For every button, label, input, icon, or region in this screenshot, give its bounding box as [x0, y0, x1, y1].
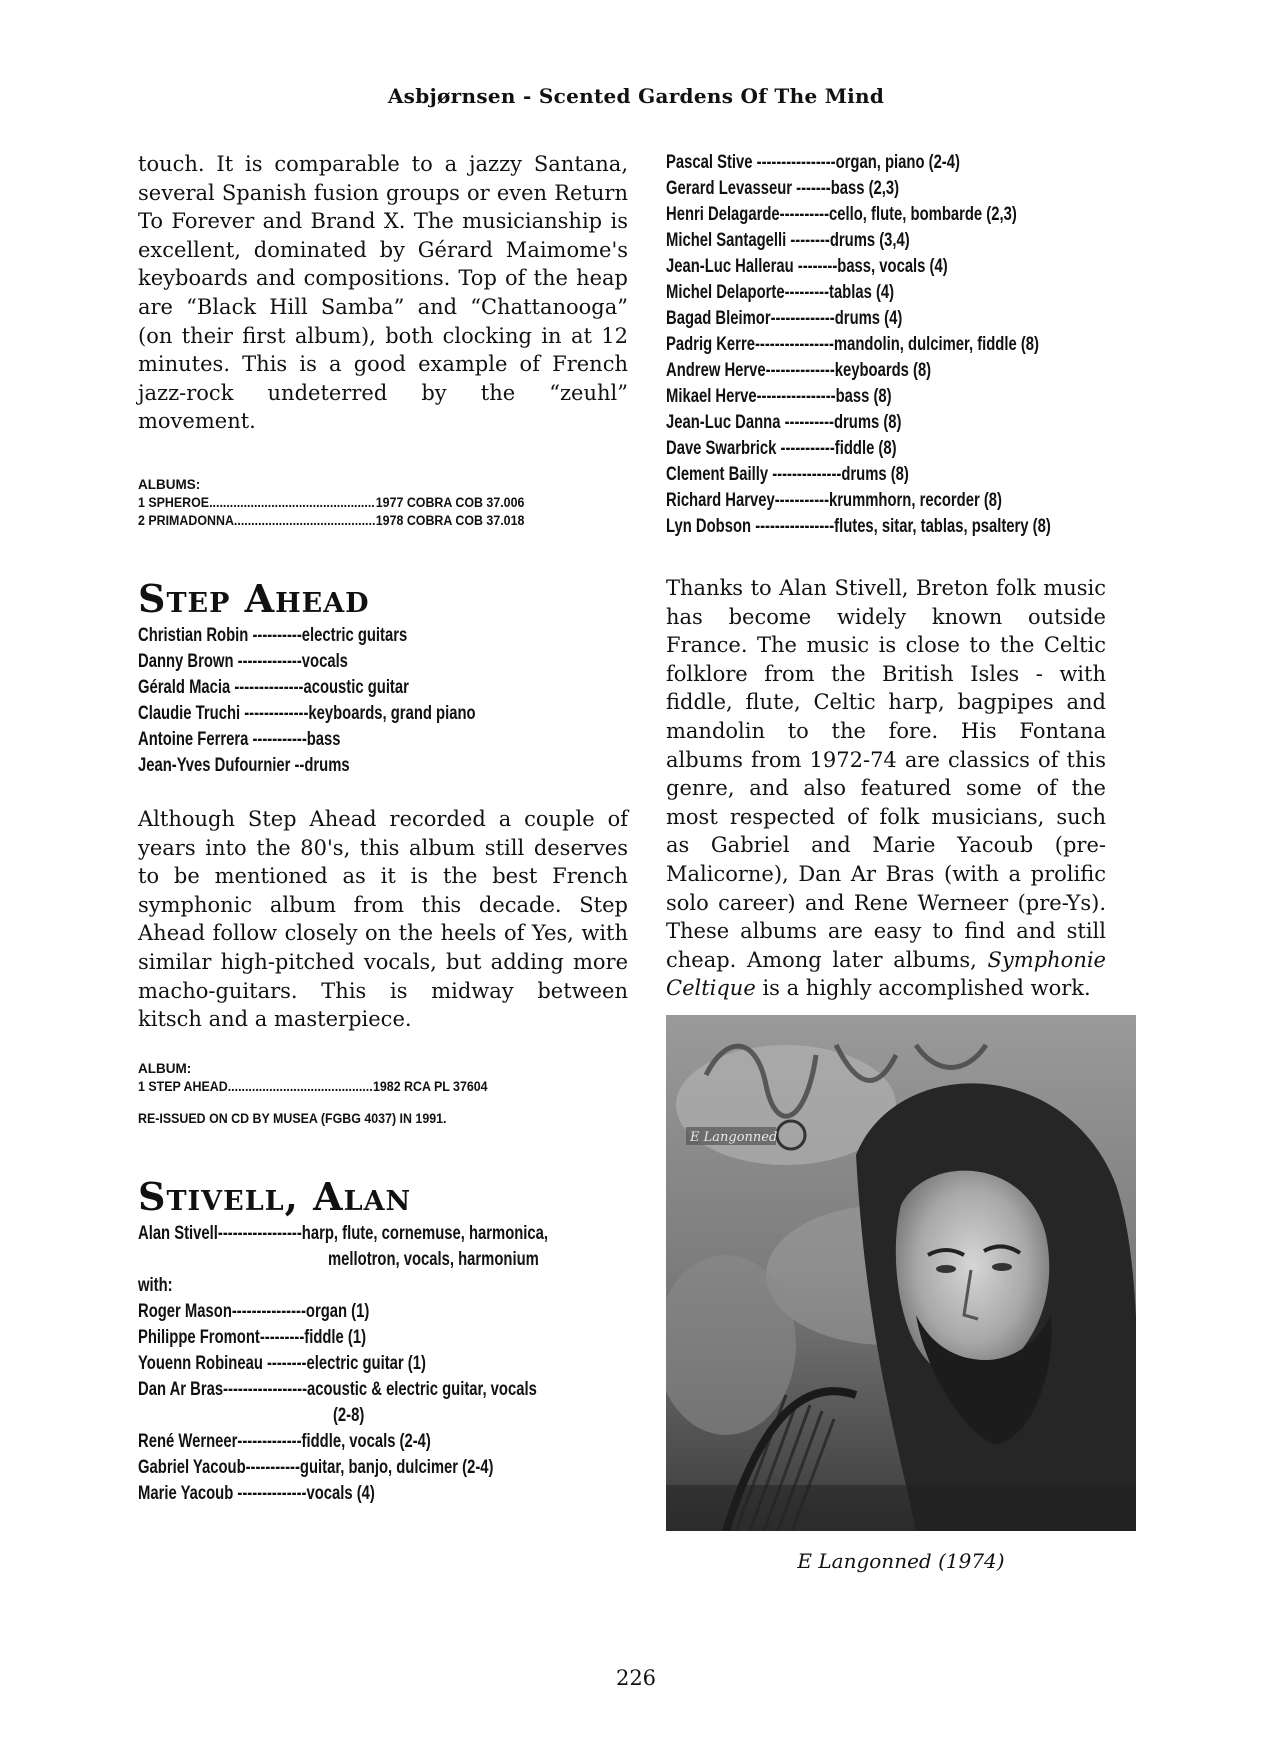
- album-info: 1978 COBRA COB 37.018: [375, 512, 525, 528]
- band-title-step-ahead: Step Ahead: [138, 575, 370, 621]
- lineup-text: Pascal Stive ----------------organ, piano (2-4): [666, 152, 960, 173]
- leader-dots: [228, 1078, 373, 1096]
- lineup-text: Richard Harvey-----------krummhorn, recorder (8): [666, 490, 1002, 511]
- band-title-stivell: Stivell, Alan: [138, 1173, 412, 1219]
- lineup-text: René Werneer-------------fiddle, vocals (2-4): [138, 1430, 431, 1452]
- lineup-item: [666, 202, 1106, 228]
- stivell-paragraph: [666, 574, 1106, 1003]
- page-number: 226: [615, 1666, 657, 1690]
- lineup-item: [666, 280, 1106, 306]
- lineup-text: Roger Mason---------------organ (1): [138, 1300, 370, 1322]
- lineup-item: [138, 649, 628, 675]
- album-row: [138, 1078, 488, 1096]
- lineup-text: Jean-Yves Dufournier --drums: [138, 754, 350, 776]
- lineup-item: [138, 1221, 628, 1273]
- album-info: 1977 COBRA COB 37.006: [375, 494, 525, 510]
- paragraph-text-end: is a highly accomplished work.: [755, 976, 1091, 1001]
- lineup-text: Lyn Dobson ----------------flutes, sitar, tablas, psaltery (8): [666, 516, 1051, 537]
- intro-paragraph: touch. It is comparable to a jazzy Santana, several Spanish fusion groups or even Return To Forever and Brand X. The musicianship is excellent, dominated by Gérard Maimome's keyboards and compositions. Top of the heap are “Black Hill Samba” and “Chattanooga” (on their first album), both clocking in at 12 minutes. This is a good example of French jazz-rock undeterred by the “zeuhl” movement.: [138, 152, 628, 434]
- lineup-item: [138, 1429, 628, 1455]
- album-info: 1982 RCA PL 37604: [372, 1078, 488, 1094]
- lineup-item: [138, 1377, 628, 1429]
- albums-label: ALBUMS:: [138, 476, 201, 492]
- lineup-text: Dan Ar Bras-----------------acoustic & electric guitar, vocals: [138, 1378, 537, 1400]
- lineup-text: Jean-Luc Hallerau --------bass, vocals (4): [666, 256, 948, 277]
- leader-dots: [209, 494, 376, 512]
- step-ahead-paragraph: Although Step Ahead recorded a couple of years into the 80's, this album still deserves to be mentioned as it is the best French symphonic album from this decade. Step Ahead follow closely on the heels of Yes, with similar high-pitched vocals, but adding more macho-guitars. This is midway between kitsch and a masterpiece.: [138, 806, 628, 1032]
- albums-list: [138, 476, 628, 530]
- step-ahead-album: [138, 1060, 628, 1128]
- lineup-text: Michel Delaporte---------tablas (4): [666, 282, 895, 303]
- lineup-text: Michel Santagelli --------drums (3,4): [666, 230, 910, 251]
- lineup-text: Alan Stivell-----------------harp, flute, cornemuse, harmonica,: [138, 1222, 549, 1244]
- lineup-item: [666, 332, 1106, 358]
- album-title: 1 STEP AHEAD: [138, 1078, 228, 1094]
- lineup-text: Christian Robin ----------electric guitars: [138, 624, 408, 646]
- lineup-item: [666, 176, 1106, 202]
- photo-caption: E Langonned (1974): [797, 1549, 1005, 1573]
- lineup-item: [138, 1325, 628, 1351]
- lineup-item: [138, 675, 628, 701]
- lineup-text: Gabriel Yacoub-----------guitar, banjo, dulcimer (2-4): [138, 1456, 494, 1478]
- step-ahead-lineup: [138, 623, 628, 779]
- with-label: with:: [138, 1274, 173, 1296]
- lineup-item: [666, 514, 1106, 540]
- lineup-text: Dave Swarbrick -----------fiddle (8): [666, 438, 897, 459]
- lineup-item: [138, 1455, 628, 1481]
- lineup-text: Philippe Fromont---------fiddle (1): [138, 1326, 367, 1348]
- lineup-text: Antoine Ferrera -----------bass: [138, 728, 341, 750]
- lineup-text: Youenn Robineau --------electric guitar (1): [138, 1352, 426, 1374]
- lineup-text: Marie Yacoub --------------vocals (4): [138, 1482, 375, 1504]
- lineup-text: Padrig Kerre----------------mandolin, dulcimer, fiddle (8): [666, 334, 1039, 355]
- lineup-text: Gerard Levasseur -------bass (2,3): [666, 178, 900, 199]
- album-row: [138, 494, 524, 512]
- reissue-note: RE-ISSUED ON CD BY MUSEA (FGBG 4037) IN 1991.: [138, 1110, 447, 1126]
- lineup-continuation: (2-8): [333, 1404, 365, 1426]
- album-label: ALBUM:: [138, 1060, 192, 1076]
- lineup-item: [138, 623, 628, 649]
- photo-illustration: [666, 1015, 1136, 1531]
- lineup-text: Clement Bailly --------------drums (8): [666, 464, 909, 485]
- lineup-item: [138, 727, 628, 753]
- lineup-item: [138, 1351, 628, 1377]
- right-column: [666, 150, 1106, 1003]
- lineup-item: [666, 462, 1106, 488]
- lineup-text: Andrew Herve--------------keyboards (8): [666, 360, 932, 381]
- leader-dots: [234, 512, 376, 530]
- lineup-item: [666, 150, 1106, 176]
- page-header-title: Asbjørnsen - Scented Gardens Of The Mind: [387, 84, 885, 108]
- lineup-text: Danny Brown -------------vocals: [138, 650, 348, 672]
- album-title-italic: Symphonie Celtique: [666, 947, 1106, 1001]
- lineup-text: Henri Delagarde----------cello, flute, bombarde (2,3): [666, 204, 1017, 225]
- stivell-lineup-continued: [666, 150, 1106, 540]
- lineup-item: [666, 306, 1106, 332]
- with-label-item: [138, 1273, 628, 1299]
- lineup-text: Claudie Truchi -------------keyboards, grand piano: [138, 702, 476, 724]
- lineup-item: [138, 1299, 628, 1325]
- lineup-item: [666, 384, 1106, 410]
- lineup-item: [666, 488, 1106, 514]
- lineup-item: [138, 753, 628, 779]
- lineup-text: Mikael Herve----------------bass (8): [666, 386, 892, 407]
- lineup-text: Gérald Macia --------------acoustic guitar: [138, 676, 409, 698]
- lineup-item: [666, 436, 1106, 462]
- album-title: 1 SPHEROE: [138, 494, 210, 510]
- lineup-continuation: mellotron, vocals, harmonium: [328, 1248, 539, 1270]
- album-cover-photo: [666, 1015, 1136, 1531]
- lineup-item: [666, 254, 1106, 280]
- album-row: [138, 512, 524, 530]
- paragraph-text: Thanks to Alan Stivell, Breton folk music has become widely known outside France. The music is close to the Celtic folklore from the British Isles - with fiddle, flute, Celtic harp, bagpipes and mandolin to the fore. His Fontana albums from 1972-74 are classics of this genre, and also featured some of the most respected of folk musicians, such as Gabriel and Marie Yacoub (pre-Malicorne), Dan Ar Bras (with a prolific solo career) and Rene Werneer (pre-Ys). These albums are easy to find and still cheap. Among later albums,: [666, 576, 1106, 972]
- lineup-item: [138, 701, 628, 727]
- lineup-item: [666, 410, 1106, 436]
- lineup-text: Bagad Bleimor-------------drums (4): [666, 308, 903, 329]
- lineup-item: [666, 358, 1106, 384]
- lineup-item: [666, 228, 1106, 254]
- stivell-lineup: [138, 1221, 628, 1507]
- album-cover-lettering: E Langonned: [690, 1130, 778, 1145]
- lineup-text: Jean-Luc Danna ----------drums (8): [666, 412, 902, 433]
- left-column: [138, 150, 628, 1507]
- album-title: 2 PRIMADONNA: [138, 512, 234, 528]
- lineup-item: [138, 1481, 628, 1507]
